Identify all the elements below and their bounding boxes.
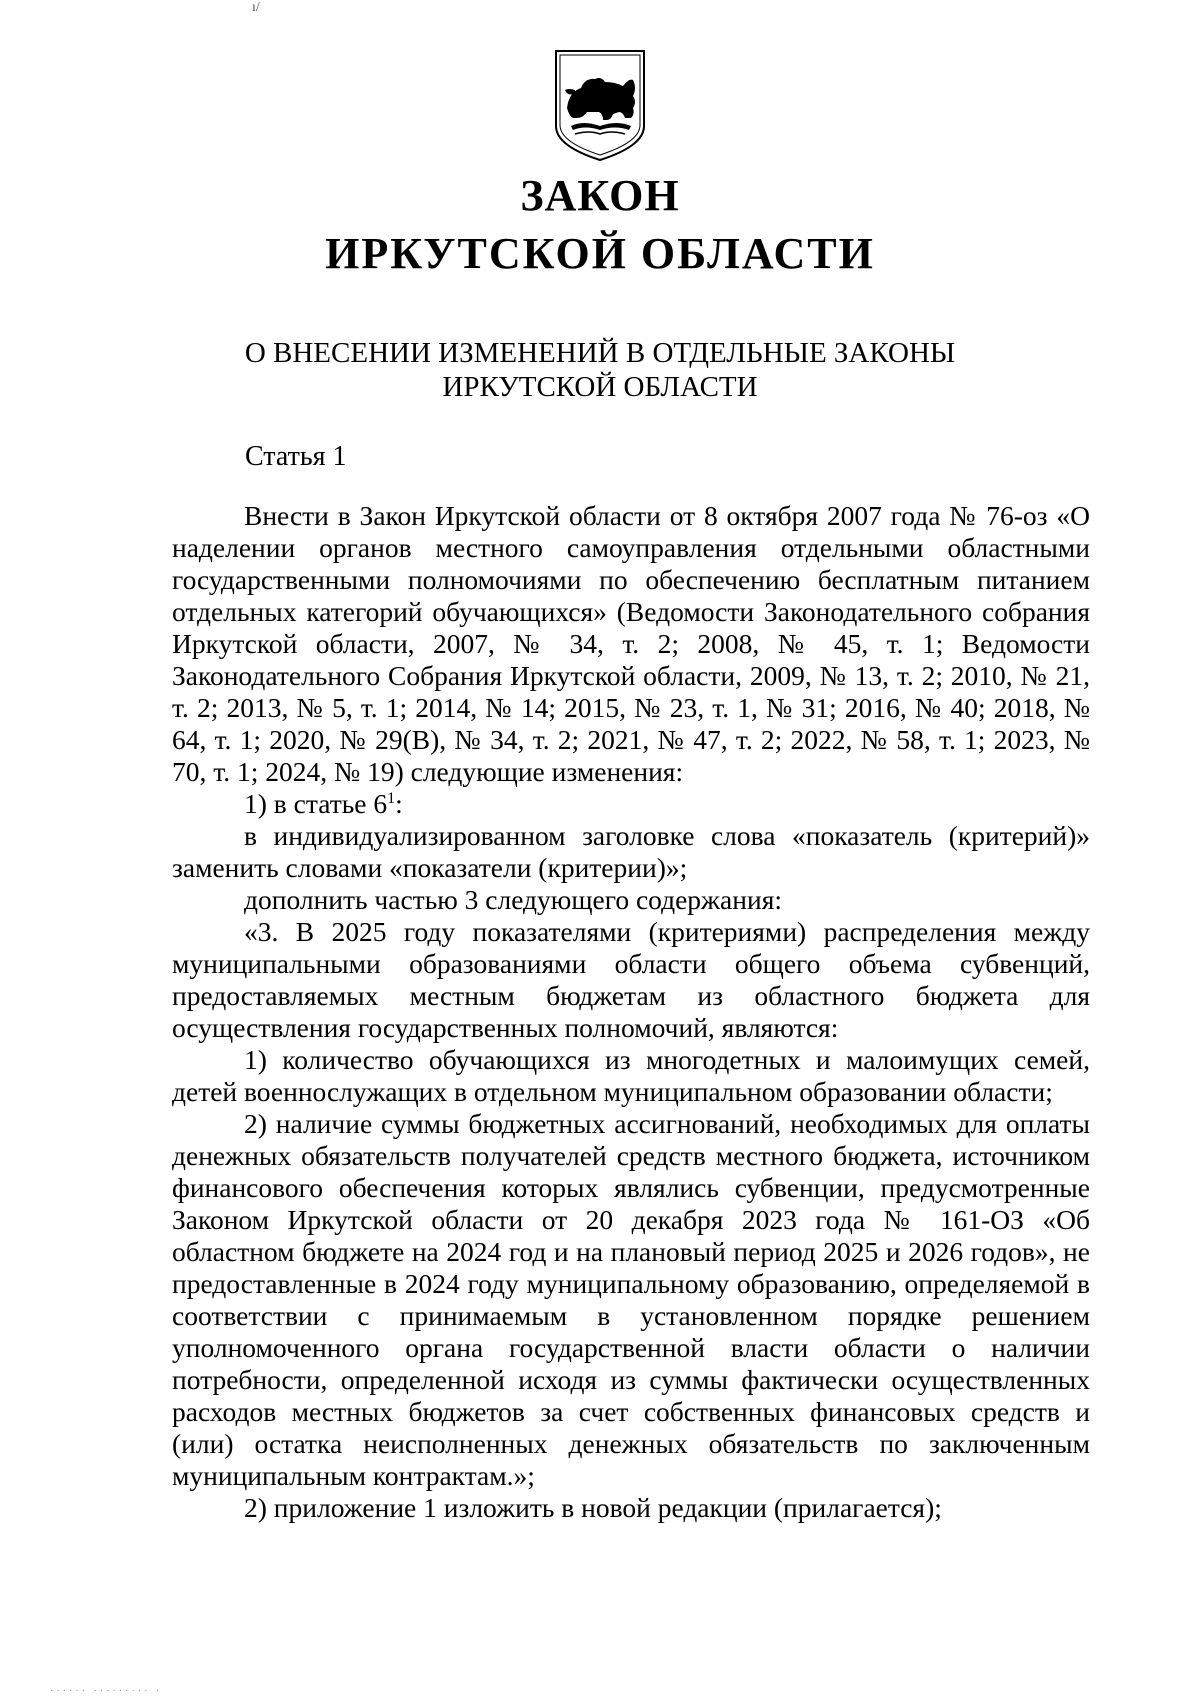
document-body bbox=[172, 500, 1090, 1524]
paragraph-5: «3. В 2025 году показателями (критериями) распределения между муниципальными образованиями области общего объема субвенций, предоставляемых местным бюджетам из областного бюджета для осуществления государственных полномочий, являются: bbox=[172, 916, 1090, 1043]
document-subtitle bbox=[0, 336, 1200, 404]
paragraph-4: дополнить частью 3 следующего содержания: bbox=[244, 884, 782, 915]
paragraph-2-text: 1) в статье 6 bbox=[244, 788, 388, 819]
subtitle-line-2: ИРКУТСКОЙ ОБЛАСТИ bbox=[442, 371, 758, 403]
paragraph-1: Внести в Закон Иркутской области от 8 октября 2007 года № 76-оз «О наделении органов местного самоуправления отдельными областными государственными полномочиями по обеспечению бесплатным питанием отдельных категорий обучающихся» (Ведомости Законодательного собрания Иркутской области, 2007, № 34, т. 2; 2008, № 45, т. 1; Ведомости Законодательного Собрания Иркутской области, 2009, № 13, т. 2; 2010, № 21, т. 2; 2013, № 5, т. 1; 2014, № 14; 2015, № 23, т. 1, № 31; 2016, № 40; 2018, № 64, т. 1; 2020, № 29(В), № 34, т. 2; 2021, № 47, т. 2; 2022, № 58, т. 1; 2023, № 70, т. 1; 2024, № 19) следующие изменения: bbox=[172, 500, 1090, 787]
scan-artifact: ı/ bbox=[252, 0, 260, 15]
irkutsk-coat-of-arms-icon bbox=[553, 48, 647, 162]
paragraph-8: 2) приложение 1 изложить в новой редакции (прилагается); bbox=[244, 1492, 942, 1523]
scan-artifact-bottom: ······ ········· · bbox=[50, 1686, 163, 1697]
document-title-region: ИРКУТСКОЙ ОБЛАСТИ bbox=[325, 229, 875, 278]
paragraph-2 bbox=[172, 788, 1090, 820]
paragraph-2-superscript: 1 bbox=[387, 789, 396, 807]
subtitle-line-1: О ВНЕСЕНИИ ИЗМЕНЕНИЙ В ОТДЕЛЬНЫЕ ЗАКОНЫ bbox=[244, 337, 956, 369]
paragraph-2-tail: : bbox=[395, 788, 403, 819]
article-heading: Статья 1 bbox=[245, 441, 347, 472]
paragraph-7: 2) наличие суммы бюджетных ассигнований, необходимых для оплаты денежных обязательств получателей средств местного бюджета, источником финансового обеспечения которых являлись субвенции, предусмотренные Законом Иркутской области от 20 декабря 2023 года № 161-ОЗ «Об областном бюджете на 2024 год и на плановый период 2025 и 2026 годов», не предоставленные в 2024 году муниципальному образованию, определяемой в соответствии с принимаемым в установленном порядке решением уполномоченного органа государственной власти области о наличии потребности, определенной исходя из суммы фактически осуществленных расходов местных бюджетов за счет собственных финансовых средств и (или) остатка неисполненных денежных обязательств по заключенным муниципальным контрактам.»; bbox=[172, 1108, 1090, 1491]
paragraph-3: в индивидуализированном заголовке слова «показатель (критерий)» заменить словами «показатели (критерии)»; bbox=[172, 820, 1090, 883]
document-title: ЗАКОН bbox=[520, 171, 680, 220]
paragraph-6: 1) количество обучающихся из многодетных и малоимущих семей, детей военнослужащих в отдельном муниципальном образовании области; bbox=[172, 1044, 1090, 1107]
